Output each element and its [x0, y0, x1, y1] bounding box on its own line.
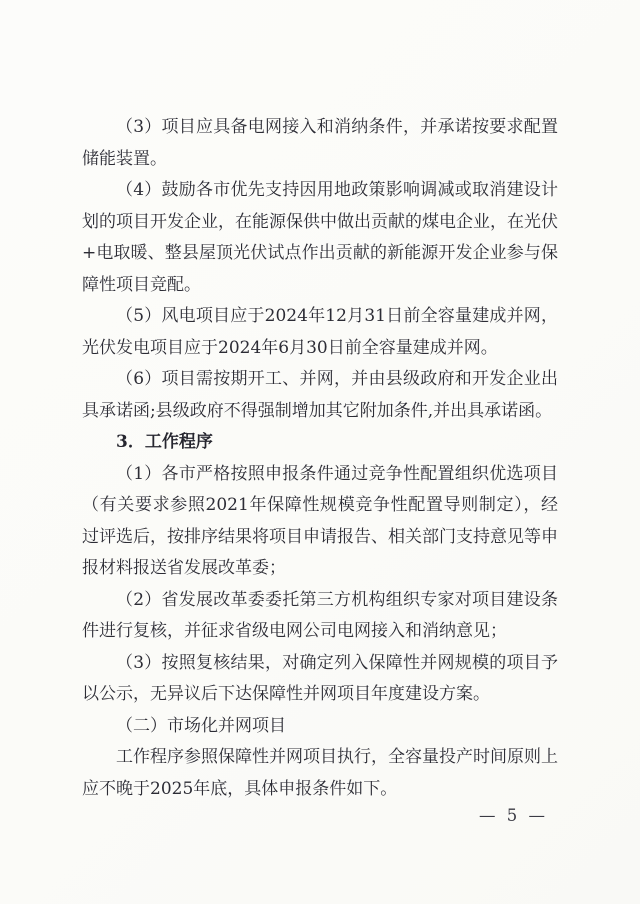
clause-6-paragraph: （6）项目需按期开工、并网，并由县级政府和开发企业出具承诺函;县级政府不得强制增加其它附加条件,并出具承诺函。 — [82, 369, 558, 421]
clause-5-paragraph: （5）风电项目应于2024年12月31日前全容量建成并网，光伏发电项目应于2024年6月30日前全容量建成并网。 — [82, 306, 558, 358]
section-heading-work-procedure: 3．工作程序 — [116, 432, 213, 452]
subsection-heading-market-grid: （二）市场化并网项目 — [116, 715, 286, 736]
clause-3-paragraph: （3）项目应具备电网接入和消纳条件，并承诺按要求配置储能装置。 — [82, 117, 558, 169]
procedure-step-3-paragraph: （3）按照复核结果，对确定列入保障性并网规模的项目予以公示，无异议后下达保障性并网项目年度建设方案。 — [82, 652, 558, 704]
market-work-procedure-paragraph: 工作程序参照保障性并网项目执行，全容量投产时间原则上应不晚于2025年底，具体申报条件如下。 — [82, 747, 558, 799]
procedure-step-1-paragraph: （1）各市严格按照申报条件通过竞争性配置组织优选项目（有关要求参照2021年保障性规模竞争性配置导则制定），经过评选后，按排序结果将项目申请报告、相关部门支持意见等申报材料报送省发展改革委； — [82, 463, 558, 578]
procedure-step-2-paragraph: （2）省发展改革委委托第三方机构组织专家对项目建设条件进行复核，并征求省级电网公司电网接入和消纳意见； — [82, 589, 558, 641]
document-body — [82, 112, 558, 805]
page-number: — 5 — — [479, 806, 548, 825]
clause-4-paragraph: （4）鼓励各市优先支持因用地政策影响调减或取消建设计划的项目开发企业，在能源保供中做出贡献的煤电企业，在光伏+电取暖、整县屋顶光伏试点作出贡献的新能源开发企业参与保障性项目竞配。 — [82, 180, 558, 295]
